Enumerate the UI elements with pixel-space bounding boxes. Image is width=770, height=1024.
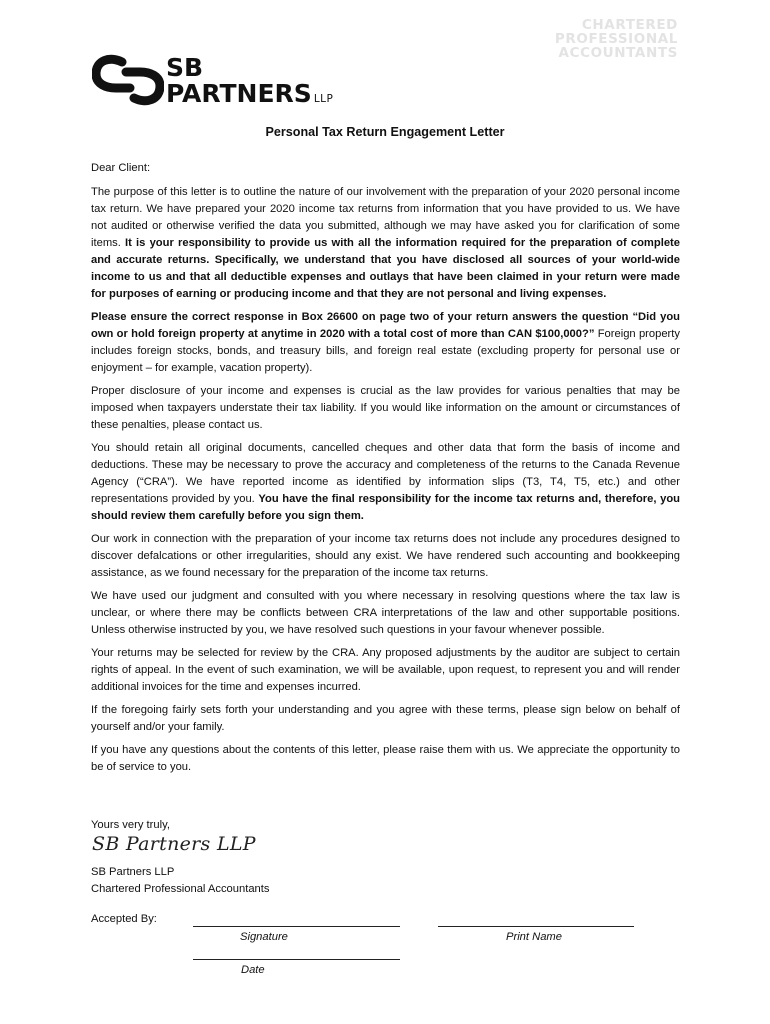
paragraph-text: We have used our judgment and consulted with you where necessary in resolving questions where the tax law is unclear, or where there may be conflicts between CRA interpretations of the law and other supportable positions. Unless otherwise instructed by you, we have resolved such questions in your favour whenever possible. bbox=[91, 590, 680, 636]
signature-caption: Signature bbox=[240, 931, 288, 943]
firm-block bbox=[91, 864, 269, 898]
letter-title: Personal Tax Return Engagement Letter bbox=[265, 125, 505, 139]
firm-designation: Chartered Professional Accountants bbox=[91, 883, 270, 895]
greeting: Dear Client: bbox=[91, 162, 151, 174]
body-paragraph bbox=[91, 309, 680, 377]
paragraph-bold-text: You have the final responsibility for the income tax returns and, therefore, you should review them carefully before you sign them. bbox=[91, 493, 680, 522]
designation-line: ACCOUNTANTS bbox=[558, 45, 678, 61]
designation-mark bbox=[555, 18, 678, 60]
print-name-caption: Print Name bbox=[506, 931, 562, 943]
paragraph-bold-text: It is your responsibility to provide us with all the information required for the preparation of complete and accurate returns. Specifically, we understand that you have disclosed all sources of your world-wide income to us and that all deductible expenses and outlays that have been claimed in your return were made for purposes of earning or producing income and that they are not personal and living expenses. bbox=[91, 237, 680, 300]
body-paragraph bbox=[91, 440, 680, 525]
print-name-line[interactable] bbox=[438, 926, 634, 927]
firm-name: SB Partners LLP bbox=[91, 866, 175, 878]
paragraph-text: If the foregoing fairly sets forth your understanding and you agree with these terms, please sign below on behalf of yourself and/or your family. bbox=[91, 704, 680, 733]
body-paragraph bbox=[91, 531, 680, 582]
logo-name-line1: SB bbox=[166, 53, 204, 82]
accepted-by-label: Accepted By: bbox=[91, 913, 157, 925]
paragraph-text: If you have any questions about the contents of this letter, please raise them with us. We appreciate the opportunity to be of service to you. bbox=[91, 744, 680, 773]
paragraph-text: You should retain all original documents, cancelled cheques and other data that form the basis of income and deductions. These may be necessary to prove the accuracy and completeness of the returns to the Canada Revenue Agency (“CRA”). We have reported income as identified by information slips (T3, T4, T5, etc.) and other representations provided by you. bbox=[91, 442, 680, 505]
paragraph-text: Your returns may be selected for review by the CRA. Any proposed adjustments by the auditor are subject to certain rights of appeal. In the event of such examination, we will be available, upon request, to represent you and will render additional invoices for the time and expenses incurred. bbox=[91, 647, 680, 693]
paragraph-list bbox=[91, 184, 680, 776]
body-paragraph bbox=[91, 588, 680, 639]
body-paragraph bbox=[91, 742, 680, 776]
date-line[interactable] bbox=[193, 959, 400, 960]
body-paragraph bbox=[91, 645, 680, 696]
body-paragraph bbox=[91, 702, 680, 736]
paragraph-text: Foreign property includes foreign stocks, bonds, and treasury bills, and foreign real estate (excluding property for personal use or enjoyment – for example, vacation property). bbox=[91, 328, 680, 374]
letter-body bbox=[91, 160, 680, 782]
firm-logo bbox=[92, 54, 412, 110]
logo-partners-text: PARTNERS bbox=[166, 79, 312, 108]
designation-line: CHARTERED bbox=[581, 17, 678, 33]
signature-line[interactable] bbox=[193, 926, 400, 927]
logo-suffix: LLP bbox=[313, 93, 334, 105]
body-paragraph bbox=[91, 383, 680, 434]
paragraph-bold-text: Please ensure the correct response in Box 26600 on page two of your return answers the question “Did you own or hold foreign property at anytime in 2020 with a total cost of more than CAN $100,000?” bbox=[91, 311, 680, 340]
paragraph-text: Proper disclosure of your income and expenses is crucial as the law provides for various penalties that may be imposed when taxpayers understate their tax liability. If you would like information on the amount or circumstances of these penalties, please contact us. bbox=[91, 385, 680, 431]
date-caption: Date bbox=[241, 964, 265, 976]
logo-name-line2 bbox=[166, 81, 333, 112]
designation-line: PROFESSIONAL bbox=[554, 31, 678, 47]
paragraph-text: The purpose of this letter is to outline the nature of our involvement with the preparation of your 2020 personal income tax return. We have prepared your 2020 income tax returns from information that you have provided to us. We have not audited or otherwise verified the data you submitted, although we may have asked you for clarification of some items. bbox=[91, 186, 680, 249]
sb-monogram-logo-icon bbox=[92, 54, 164, 106]
paragraph-text: Our work in connection with the preparation of your income tax returns does not include any procedures designed to discover defalcations or other irregularities, should any exist. We have rendered such accounting and bookkeeping assistance, as we found necessary for the preparation of the income tax returns. bbox=[91, 533, 680, 579]
signature-text: SB Partners LLP bbox=[92, 833, 256, 855]
body-paragraph bbox=[91, 184, 680, 303]
closing: Yours very truly, bbox=[91, 819, 170, 831]
